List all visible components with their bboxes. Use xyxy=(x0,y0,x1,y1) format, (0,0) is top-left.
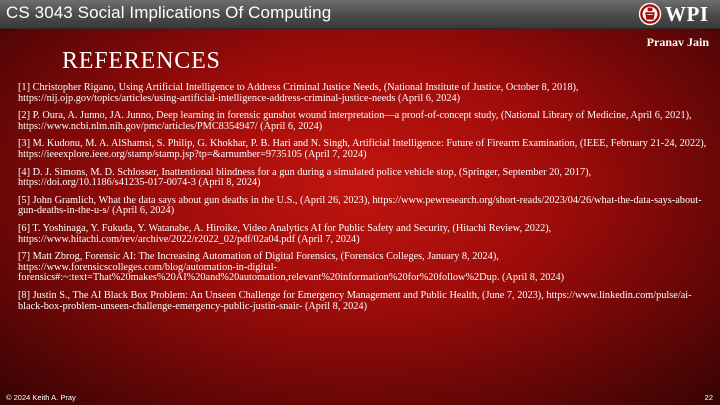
slide-number: 22 xyxy=(704,393,713,402)
wpi-logo xyxy=(638,2,716,26)
reference-item: [2] P. Oura, A. Junno, JA. Junno, Deep learning in forensic gunshot wound interpretation—a proof-of-concept study, (National Library of Medicine, April 6, 2021), https://www.ncbi.nlm.nih.gov/pmc/articles/PMC8354947/ (April 6, 2024) xyxy=(18,110,692,132)
reference-list xyxy=(18,83,712,319)
page-title: REFERENCES xyxy=(62,48,221,74)
header-bar xyxy=(0,0,720,29)
reference-item: [1] Christopher Rigano, Using Artificial Intelligence to Address Criminal Justice Needs, (National Institute of Justice, October 8, 2018), https://nij.ojp.gov/topics/articles/using-artificial-intelligence-address-criminal-justice-needs (April 6, 2024) xyxy=(18,82,579,104)
wpi-logo-text: WPI xyxy=(665,2,709,26)
footer-copyright: © 2024 Keith A. Pray xyxy=(6,393,76,402)
author-name: Pranav Jain xyxy=(646,35,709,49)
reference-item: [4] D. J. Simons, M. D. Schlosser, Inattentional blindness for a gun during a simulated police vehicle stop, (Springer, September 20, 2017), https://doi.org/10.1186/s41235-017-0074-3 (April 8, 2024) xyxy=(18,166,592,189)
wpi-seal-icon xyxy=(638,2,662,26)
reference-item: [8] Justin S., The AI Black Box Problem: An Unseen Challenge for Emergency Management and Public Health, (June 7, 2023), https://www.linkedin.com/pulse/ai-black-box-problem-unseen-challenge-emergency-public-justin-snair- (April 8, 2024) xyxy=(18,289,692,312)
course-title: CS 3043 Social Implications Of Computing xyxy=(6,3,332,22)
reference-item: [6] T. Yoshinaga, Y. Fukuda, Y. Watanabe, A. Hiroike, Video Analytics AI for Public Safety and Security, (Hitachi Review, 2022), https://www.hitachi.com/rev/archive/2022/r2022_02/pdf/02a04.pdf (April 7, 2024) xyxy=(18,222,552,245)
reference-item: [3] M. Kudonu, M. A. AlShamsi, S. Philip, G. Khokhar, P. B. Hari and N. Singh, Artificial Intelligence: Future of Firearm Examination, (IEEE, February 21-24, 2022), https://ieeexplore.ieee.org/stamp/stamp.jsp?tp=&arnumber=9735105 (April 7, 2024) xyxy=(18,138,707,160)
reference-item: [7] Matt Zbrog, Forensic AI: The Increasing Automation of Digital Forensics, (Forensics Colleges, January 8, 2024), https://www.forensicscolleges.com/blog/automation-in-digital-forensics#:~:text=That%20makes%20AI%20and%20automation,relevant%20information%20for%20follow%2Dup. (April 8, 2024) xyxy=(18,251,565,284)
reference-item: [5] John Gramlich, What the data says about gun deaths in the U.S., (April 26, 2023), https://www.pewresearch.org/short-reads/2023/04/26/what-the-data-says-about-gun-deaths-in-the-u-s/ (April 6, 2024) xyxy=(18,194,702,217)
